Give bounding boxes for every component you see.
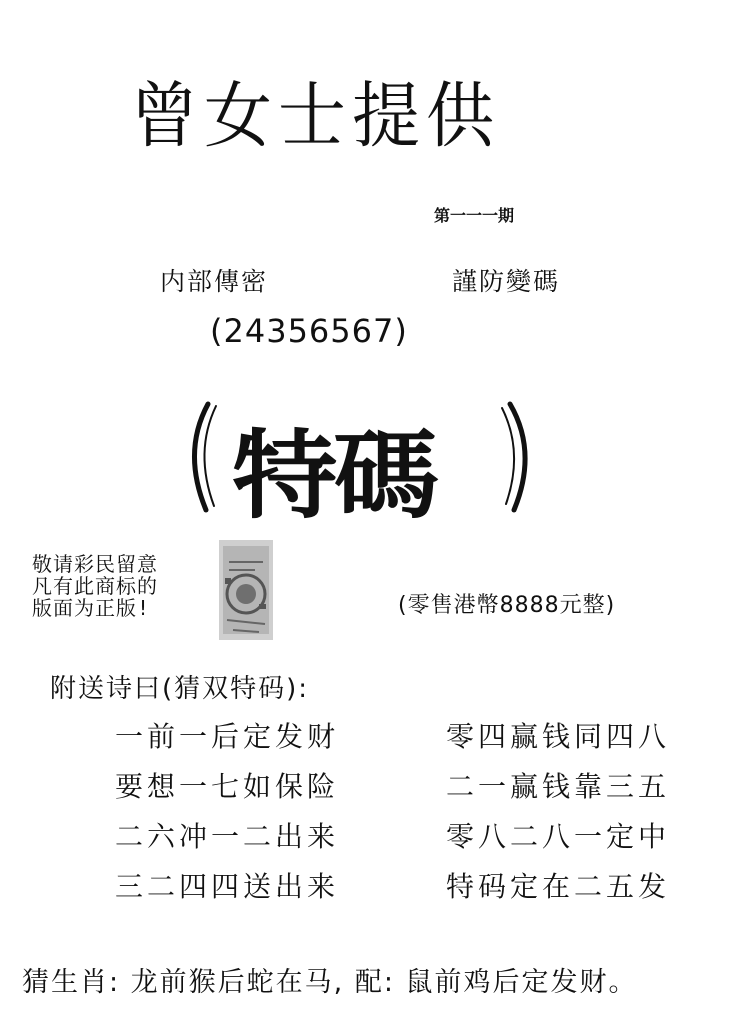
zodiac-hint: 猜生肖: 龙前猴后蛇在马, 配: 鼠前鸡后定发财。	[22, 967, 638, 998]
warning-label: 謹防變碼	[452, 267, 561, 296]
poem-line: 特码定在二五发	[446, 870, 671, 903]
poem-heading: 附送诗曰(猜双特码):	[50, 674, 310, 704]
special-code-banner	[180, 392, 550, 532]
poem-line: 一前一后定发财	[115, 720, 340, 753]
special-code-title: 特碼	[232, 419, 435, 532]
price-label: (零售港幣8888元整)	[398, 593, 616, 618]
notice-line: 版面为正版!	[32, 596, 151, 620]
page-title: 曾女士提供	[130, 75, 501, 159]
issue-number: 第一一一期	[434, 206, 515, 225]
poem-right-column	[446, 712, 670, 912]
poem-line: 零四赢钱同四八	[446, 720, 671, 753]
notice-line: 凡有此商标的	[32, 574, 158, 598]
poem-line: 零八二八一定中	[446, 820, 671, 853]
notice-line: 敬请彩民留意	[32, 552, 158, 576]
authenticity-notice	[32, 553, 158, 619]
poem-left-column	[115, 712, 339, 912]
poem-line: 三二四四送出来	[115, 870, 340, 903]
poem-line: 要想一七如保险	[115, 770, 340, 803]
poem-line: 二一赢钱靠三五	[446, 770, 671, 803]
trademark-stamp	[215, 538, 277, 642]
code-number: (24356567)	[210, 312, 408, 350]
secret-label: 内部傳密	[160, 267, 269, 296]
poem-line: 二六冲一二出来	[115, 820, 340, 853]
